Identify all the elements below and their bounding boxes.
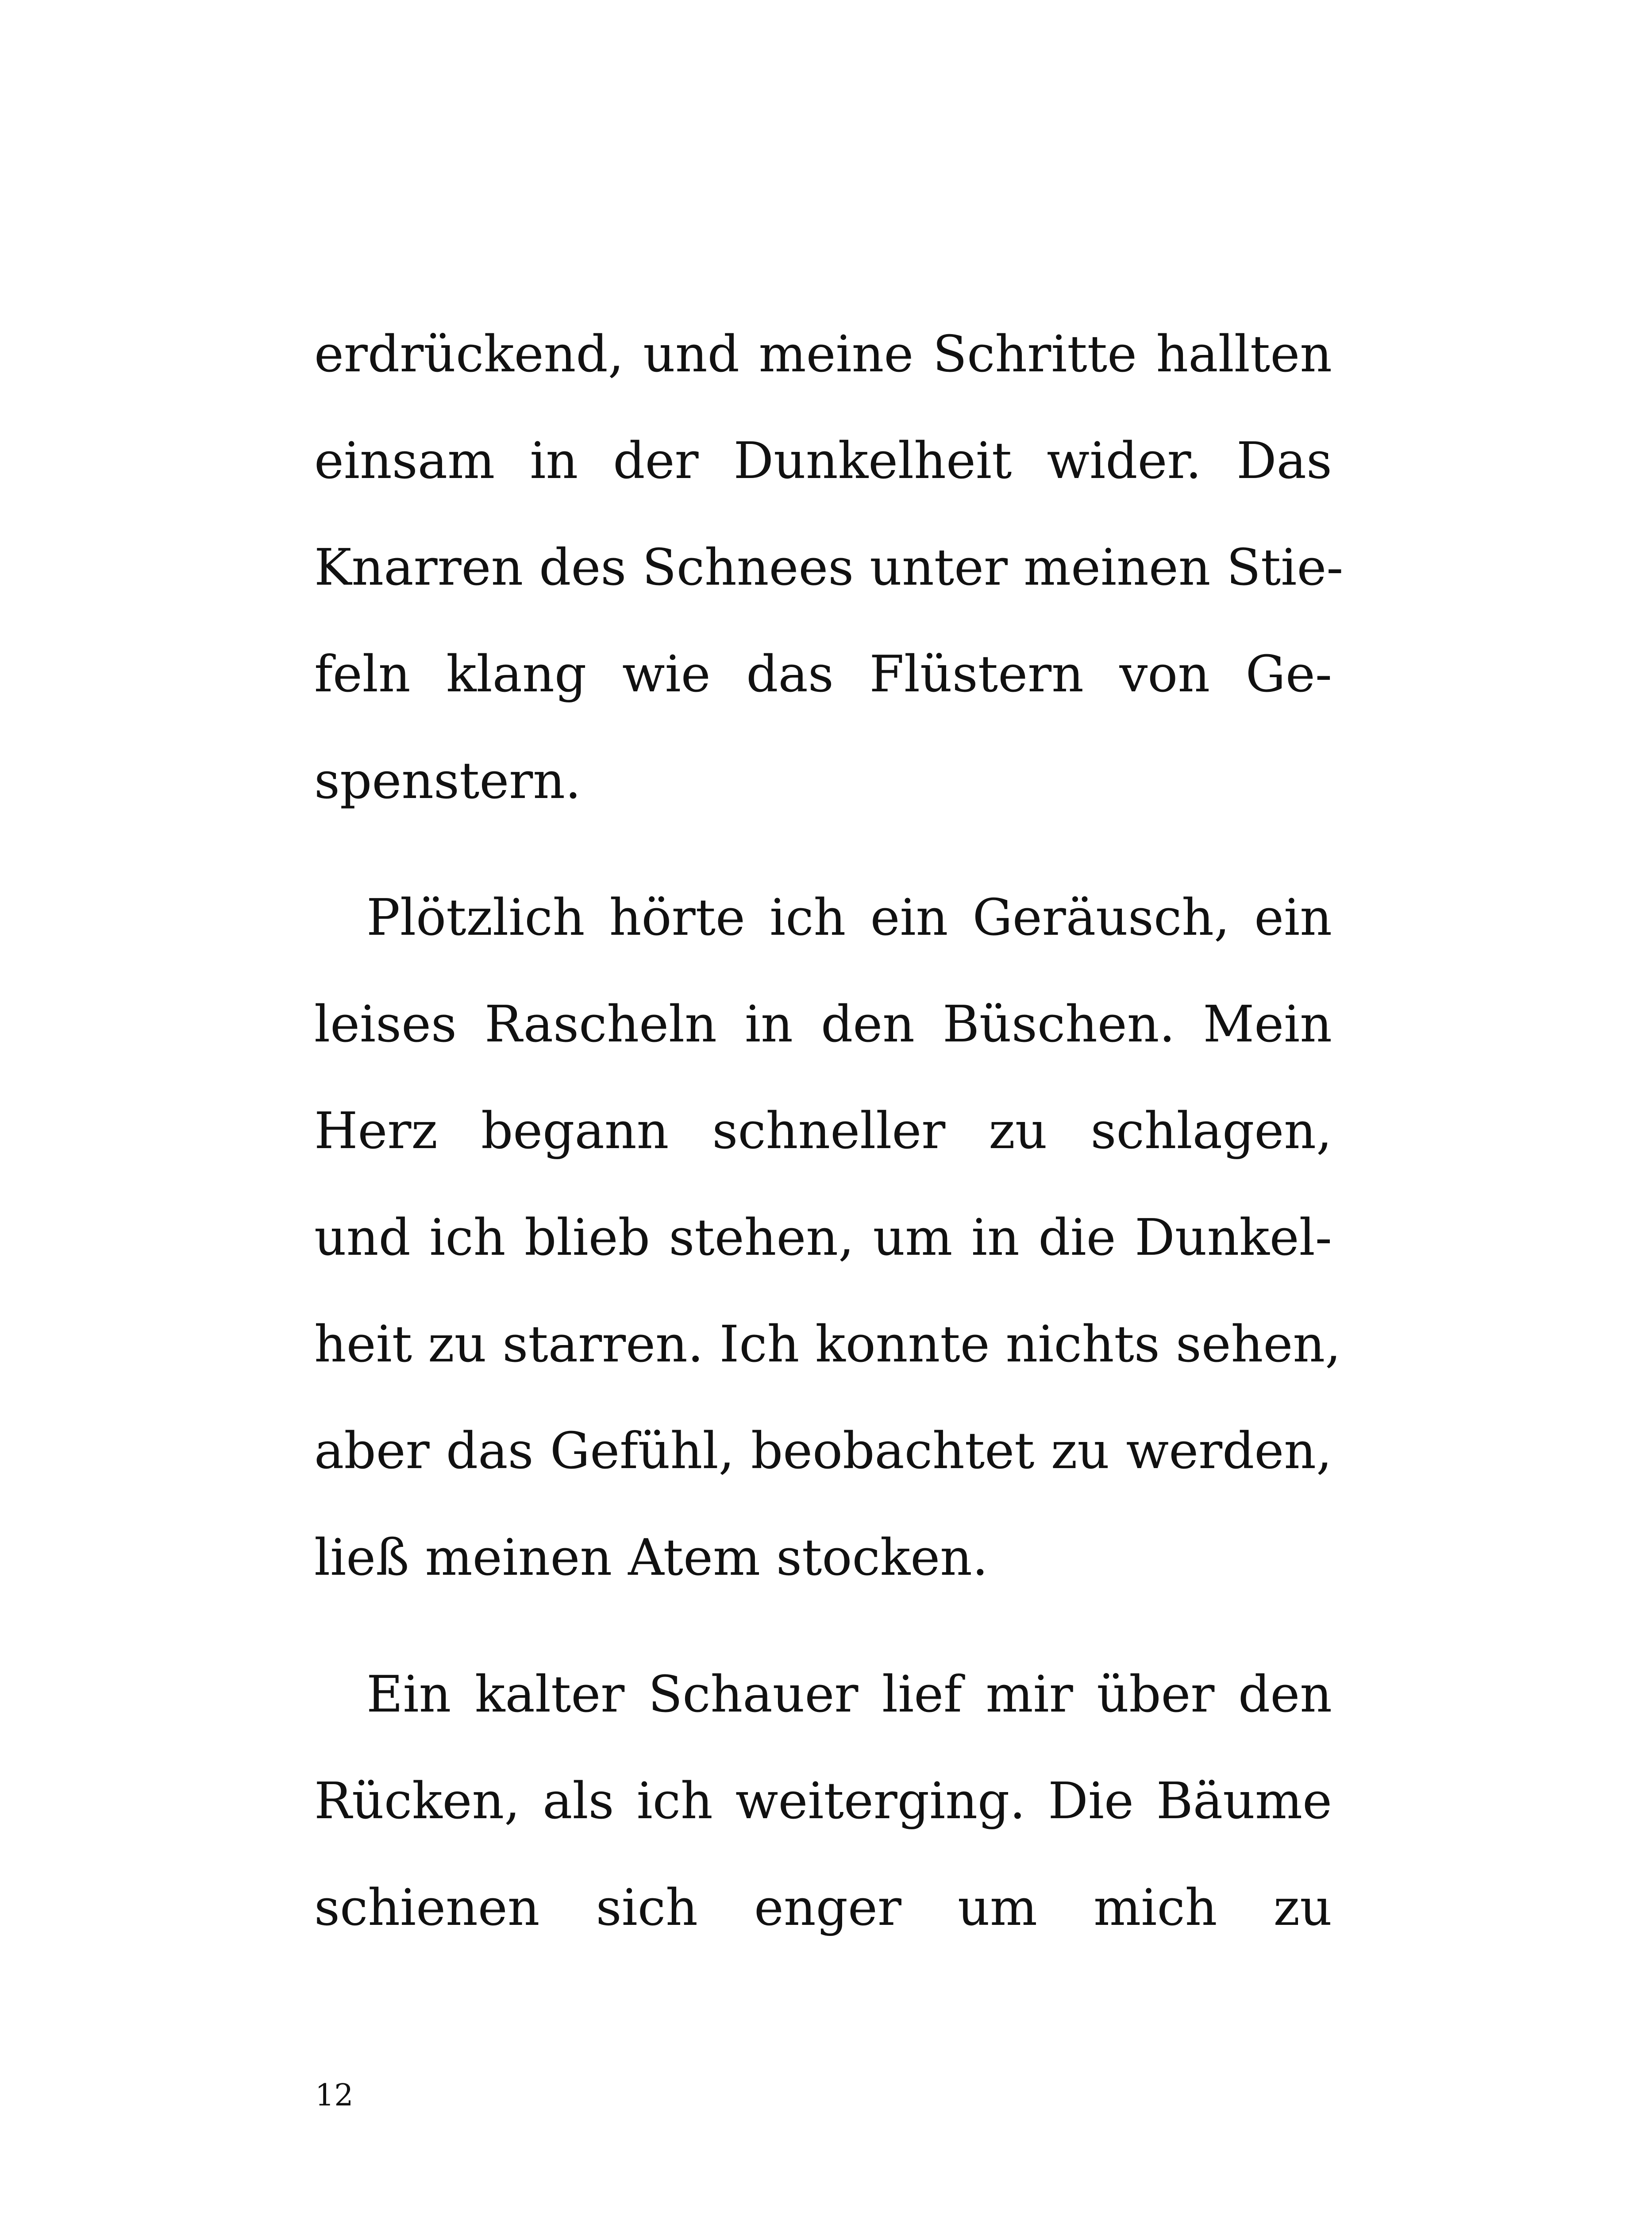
text-line: Ein kalter Schauer lief mir über den xyxy=(366,1665,1332,1723)
text-line: ließ meinen Atem stocken. xyxy=(314,1528,988,1587)
text-line: Herz begann schneller zu schlagen, xyxy=(314,1102,1332,1160)
text-line: heit zu starren. Ich konnte nichts sehen, xyxy=(314,1315,1341,1373)
text-line: spenstern. xyxy=(314,752,581,810)
text-line: Knarren des Schnees unter meinen Stie- xyxy=(314,538,1344,597)
text-line: feln klang wie das Flüstern von Ge- xyxy=(314,645,1332,703)
text-line: leises Rascheln in den Büschen. Mein xyxy=(314,995,1332,1053)
text-line: und ich blieb stehen, um in die Dunkel- xyxy=(314,1208,1332,1267)
text-line: schienen sich enger um mich zu xyxy=(314,1878,1332,1937)
text-line: Rücken, als ich weiterging. Die Bäume xyxy=(314,1772,1332,1830)
text-line: erdrückend, und meine Schritte hallten xyxy=(314,325,1332,383)
page-number: 12 xyxy=(315,2078,354,2113)
text-line: einsam in der Dunkelheit wider. Das xyxy=(314,432,1332,490)
text-line: Plötzlich hörte ich ein Geräusch, ein xyxy=(366,888,1332,947)
text-line: aber das Gefühl, beobachtet zu werden, xyxy=(314,1422,1332,1480)
